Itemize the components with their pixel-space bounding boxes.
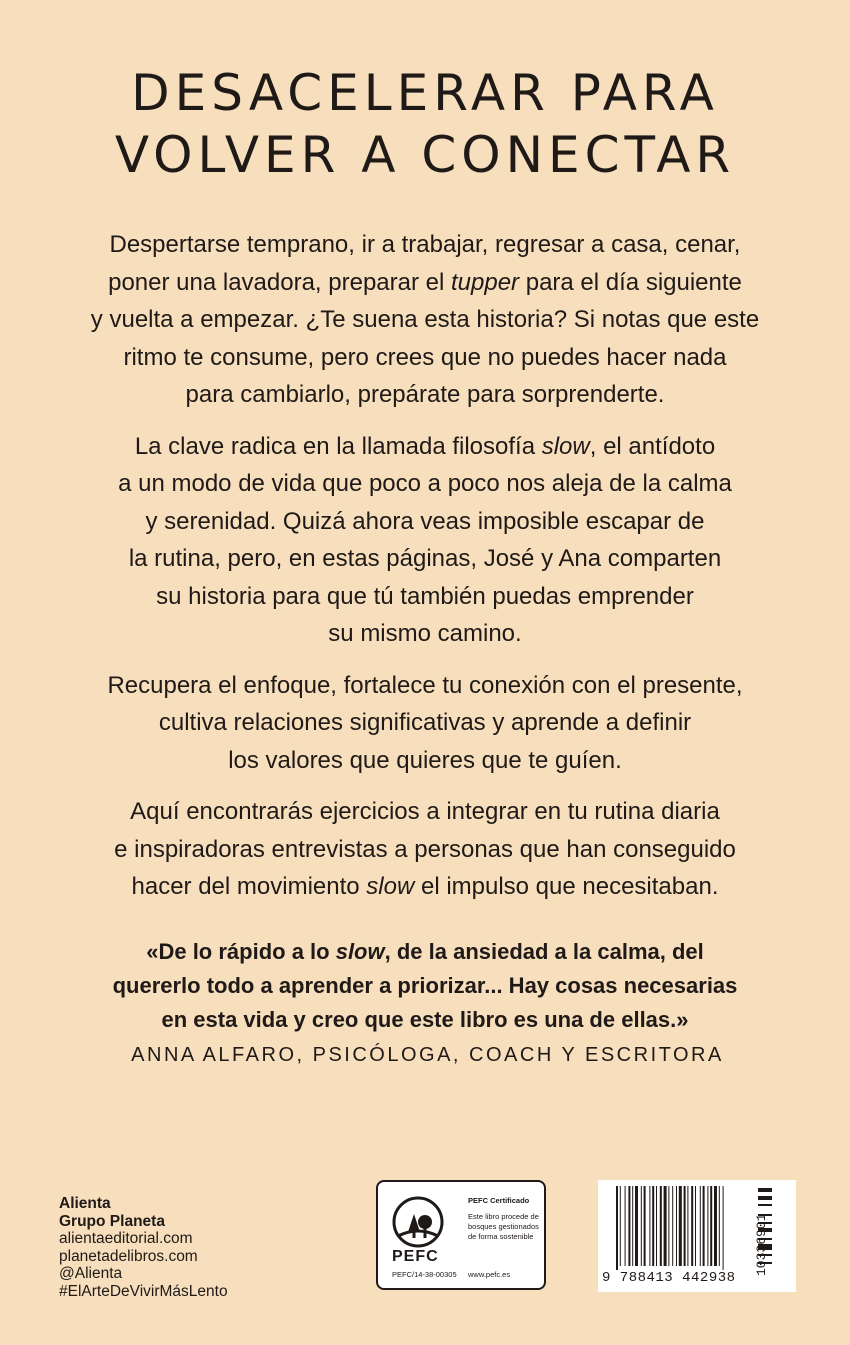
- barcode-bar: [660, 1186, 662, 1266]
- pefc-name: PEFC: [392, 1248, 439, 1265]
- synopsis-line: [159, 709, 691, 736]
- isbn-digits: 9 788413 442938: [602, 1270, 736, 1286]
- synopsis-paragraph: [60, 428, 790, 653]
- barcode-bar: [664, 1186, 667, 1266]
- italic-word: slow: [541, 432, 590, 460]
- synopsis-line: [146, 508, 705, 535]
- barcode-bar: [668, 1186, 669, 1266]
- synopsis-paragraph: [60, 793, 790, 906]
- text-run: «De lo rápido a lo: [146, 939, 336, 964]
- text-run: para el día siguiente: [519, 268, 742, 296]
- pefc-tree-logo-icon: [392, 1196, 444, 1248]
- italic-word: slow: [335, 939, 385, 964]
- text-run: ritmo te consume, pero crees que no puedes hacer nada: [123, 343, 727, 371]
- text-run: y serenidad. Quizá ahora veas imposible escapar de: [145, 507, 705, 535]
- barcode-bar: [649, 1186, 650, 1266]
- synopsis-line: [110, 231, 741, 258]
- barcode-bar: [700, 1186, 701, 1266]
- barcode-bar: [707, 1186, 708, 1266]
- quote-line: [113, 973, 738, 998]
- text-run: su mismo camino.: [328, 620, 522, 647]
- text-run: quererlo todo a aprender a priorizar... Hay cosas necesarias: [112, 973, 738, 998]
- barcode-bar: [672, 1186, 673, 1266]
- quote-line: [146, 939, 704, 964]
- synopsis-line: [135, 433, 715, 460]
- title-line-2: VOLVER A CONECTAR: [114, 126, 736, 184]
- barcode-bar: [695, 1186, 696, 1266]
- text-run: , el antídoto: [589, 432, 716, 460]
- publisher-info: [59, 1195, 228, 1300]
- synopsis-line: [328, 620, 521, 647]
- publisher-name: Alienta: [59, 1195, 111, 1212]
- barcode-bar: [632, 1186, 633, 1266]
- italic-word: slow: [366, 873, 415, 900]
- quote-line: [161, 1007, 688, 1032]
- text-run: La clave radica en la llamada filosofía: [134, 432, 542, 460]
- text-run: poner una lavadora, preparar el: [108, 268, 451, 296]
- barcode-bar: [641, 1186, 642, 1266]
- synopsis-line: [91, 306, 759, 333]
- synopsis-line: [108, 269, 742, 296]
- publisher-group: Grupo Planeta: [59, 1212, 165, 1230]
- publisher-website-2: planetadelibros.com: [59, 1247, 198, 1265]
- barcode-bar: [703, 1186, 705, 1266]
- pefc-certified-label: PEFC Certificado: [468, 1196, 530, 1205]
- text-run: la rutina, pero, en estas páginas, José y Ana comparten: [128, 545, 722, 572]
- synopsis-line: [186, 381, 665, 408]
- barcode-bar: [687, 1186, 688, 1266]
- pefc-description: Este libro procede de bosques gestionados de forma sostenible: [468, 1212, 539, 1241]
- text-run: hacer del movimiento: [131, 873, 367, 900]
- barcode-bar: [684, 1186, 686, 1266]
- synopsis-line: [114, 836, 736, 863]
- text-run: en esta vida y creo que este libro es una de ellas.»: [161, 1007, 689, 1032]
- text-run: a un modo de vida que poco a poco nos aleja de la calma: [118, 470, 732, 497]
- barcode-bar: [723, 1186, 724, 1270]
- text-run: Aquí encontrarás ejercicios a integrar en tu rutina diaria: [130, 798, 720, 825]
- title-line-1: DESACELERAR PARA: [131, 64, 719, 122]
- barcode-bar: [679, 1186, 682, 1266]
- barcode-addon-bar: [758, 1188, 772, 1192]
- barcode-bar: [635, 1186, 638, 1266]
- barcode-bar: [616, 1186, 618, 1270]
- synopsis-line: [107, 672, 742, 699]
- text-run: su historia para que tú también puedas emprender: [156, 582, 694, 610]
- publisher-hashtag: #ElArteDeVivirMásLento: [59, 1282, 228, 1300]
- synopsis-line: [228, 747, 622, 774]
- text-run: cultiva relaciones significativas y aprende a definir: [158, 709, 692, 736]
- synopsis-line: [132, 873, 719, 900]
- synopsis-paragraph: [60, 226, 790, 414]
- pefc-website: www.pefc.es: [468, 1270, 511, 1279]
- barcode-addon-bar: [758, 1196, 772, 1200]
- barcode-bar: [628, 1186, 630, 1266]
- barcode-bar: [676, 1186, 677, 1266]
- synopsis-line: [129, 545, 721, 572]
- barcode-bar: [652, 1186, 654, 1266]
- synopsis-line: [156, 583, 694, 610]
- synopsis-paragraph: [60, 667, 790, 780]
- publisher-website-1: alientaeditorial.com: [59, 1230, 193, 1247]
- text-run: e inspiradoras entrevistas a personas que han conseguido: [114, 835, 736, 863]
- barcode-bar: [620, 1186, 621, 1266]
- publisher-handle: @Alienta: [59, 1265, 123, 1282]
- isbn-barcode: [598, 1180, 796, 1292]
- text-run: y vuelta a empezar. ¿Te suena esta historia? Si notas que este: [90, 306, 760, 333]
- barcode-bar: [691, 1186, 693, 1266]
- synopsis-line: [123, 344, 726, 371]
- barcode-bar: [714, 1186, 717, 1266]
- pefc-certification-badge: [376, 1180, 546, 1290]
- text-run: Despertarse temprano, ir a trabajar, regresar a casa, cenar,: [109, 231, 741, 258]
- synopsis-line: [118, 470, 732, 497]
- text-run: los valores que quieres que te guíen.: [228, 746, 622, 774]
- synopsis-line: [130, 798, 720, 825]
- barcode-bar: [710, 1186, 712, 1266]
- pefc-code: PEFC/14-38-00305: [392, 1270, 457, 1279]
- barcode-bar: [625, 1186, 626, 1266]
- back-cover-title: [0, 62, 850, 186]
- text-run: el impulso que necesitaban.: [414, 873, 719, 900]
- text-run: para cambiarlo, prepárate para sorprenderte.: [185, 381, 665, 408]
- text-run: , de la ansiedad a la calma, del: [384, 939, 704, 964]
- blurb-quote: [60, 935, 790, 1037]
- italic-word: tupper: [451, 268, 520, 296]
- isbn-price-code: 10336901: [754, 1213, 769, 1276]
- barcode-bar: [719, 1186, 720, 1266]
- barcode-bar: [644, 1186, 646, 1266]
- synopsis: [60, 226, 790, 920]
- text-run: Recupera el enfoque, fortalece tu conexión con el presente,: [107, 671, 743, 699]
- barcode-addon-bar: [758, 1204, 772, 1206]
- blurb-attribution: ANNA ALFARO, PSICÓLOGA, COACH Y ESCRITORA: [131, 1044, 724, 1066]
- barcode-bar: [656, 1186, 657, 1266]
